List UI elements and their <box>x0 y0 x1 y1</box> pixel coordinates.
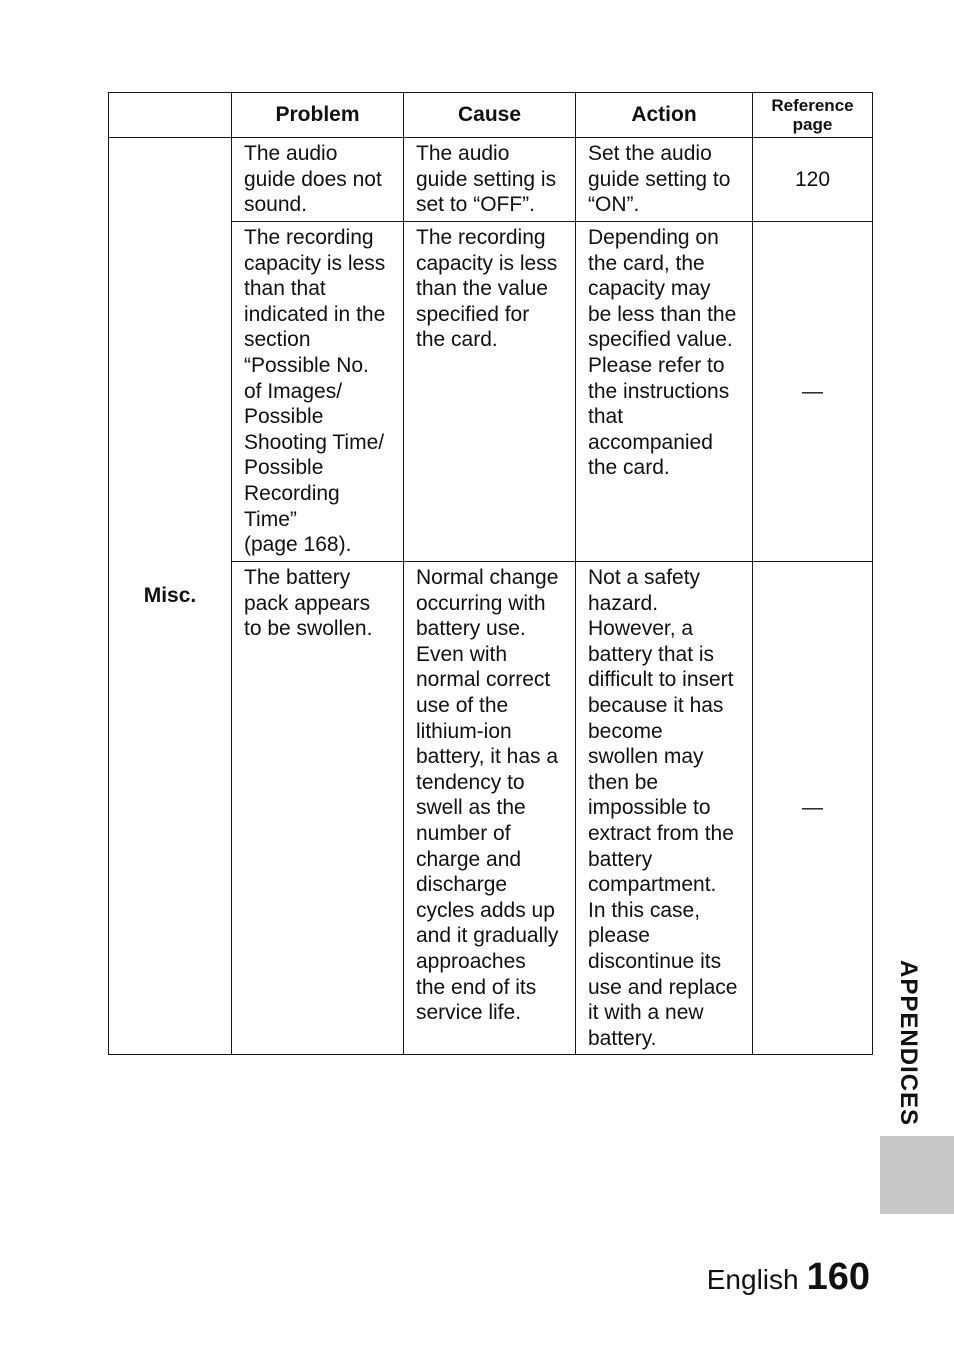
table-header-row <box>109 93 873 138</box>
header-category <box>109 93 232 138</box>
header-action: Action <box>576 93 753 138</box>
reference-cell: — <box>753 562 873 1055</box>
reference-cell: 120 <box>753 138 873 222</box>
cause-cell: The recording capacity is less than the value specified for the card. <box>404 222 576 562</box>
problem-cell: The recording capacity is less than that indicated in the section “Possible No. of Images/ Possible Shooting Time/ Possible Recording Time” (page 168). <box>232 222 404 562</box>
section-side-label: APPENDICES <box>895 960 922 1127</box>
page-number: 160 <box>806 1256 870 1298</box>
action-cell: Set the audio guide setting to “ON”. <box>576 138 753 222</box>
reference-cell: — <box>753 222 873 562</box>
table-row <box>109 138 873 222</box>
section-tab-marker <box>880 1136 954 1214</box>
header-problem: Problem <box>232 93 404 138</box>
action-cell: Depending on the card, the capacity may be less than the specified value. Please refer to the instructions that accompanied the card. <box>576 222 753 562</box>
category-cell: Misc. <box>109 138 232 1055</box>
header-cause: Cause <box>404 93 576 138</box>
problem-cell: The audio guide does not sound. <box>232 138 404 222</box>
cause-cell: Normal change occurring with battery use. Even with normal correct use of the lithium-ion battery, it has a tendency to swell as the number of charge and discharge cycles adds up and it gradually approaches the end of its service life. <box>404 562 576 1055</box>
cause-cell: The audio guide setting is set to “OFF”. <box>404 138 576 222</box>
page-footer <box>707 1256 870 1299</box>
action-cell: Not a safety hazard. However, a battery that is difficult to insert because it has become swollen may then be impossible to extract from the battery compartment. In this case, please discontinue its use and replace it with a new battery. <box>576 562 753 1055</box>
header-reference-page: Reference page <box>753 93 873 138</box>
troubleshooting-table <box>108 92 873 1055</box>
footer-language: English <box>706 1264 799 1295</box>
problem-cell: The battery pack appears to be swollen. <box>232 562 404 1055</box>
